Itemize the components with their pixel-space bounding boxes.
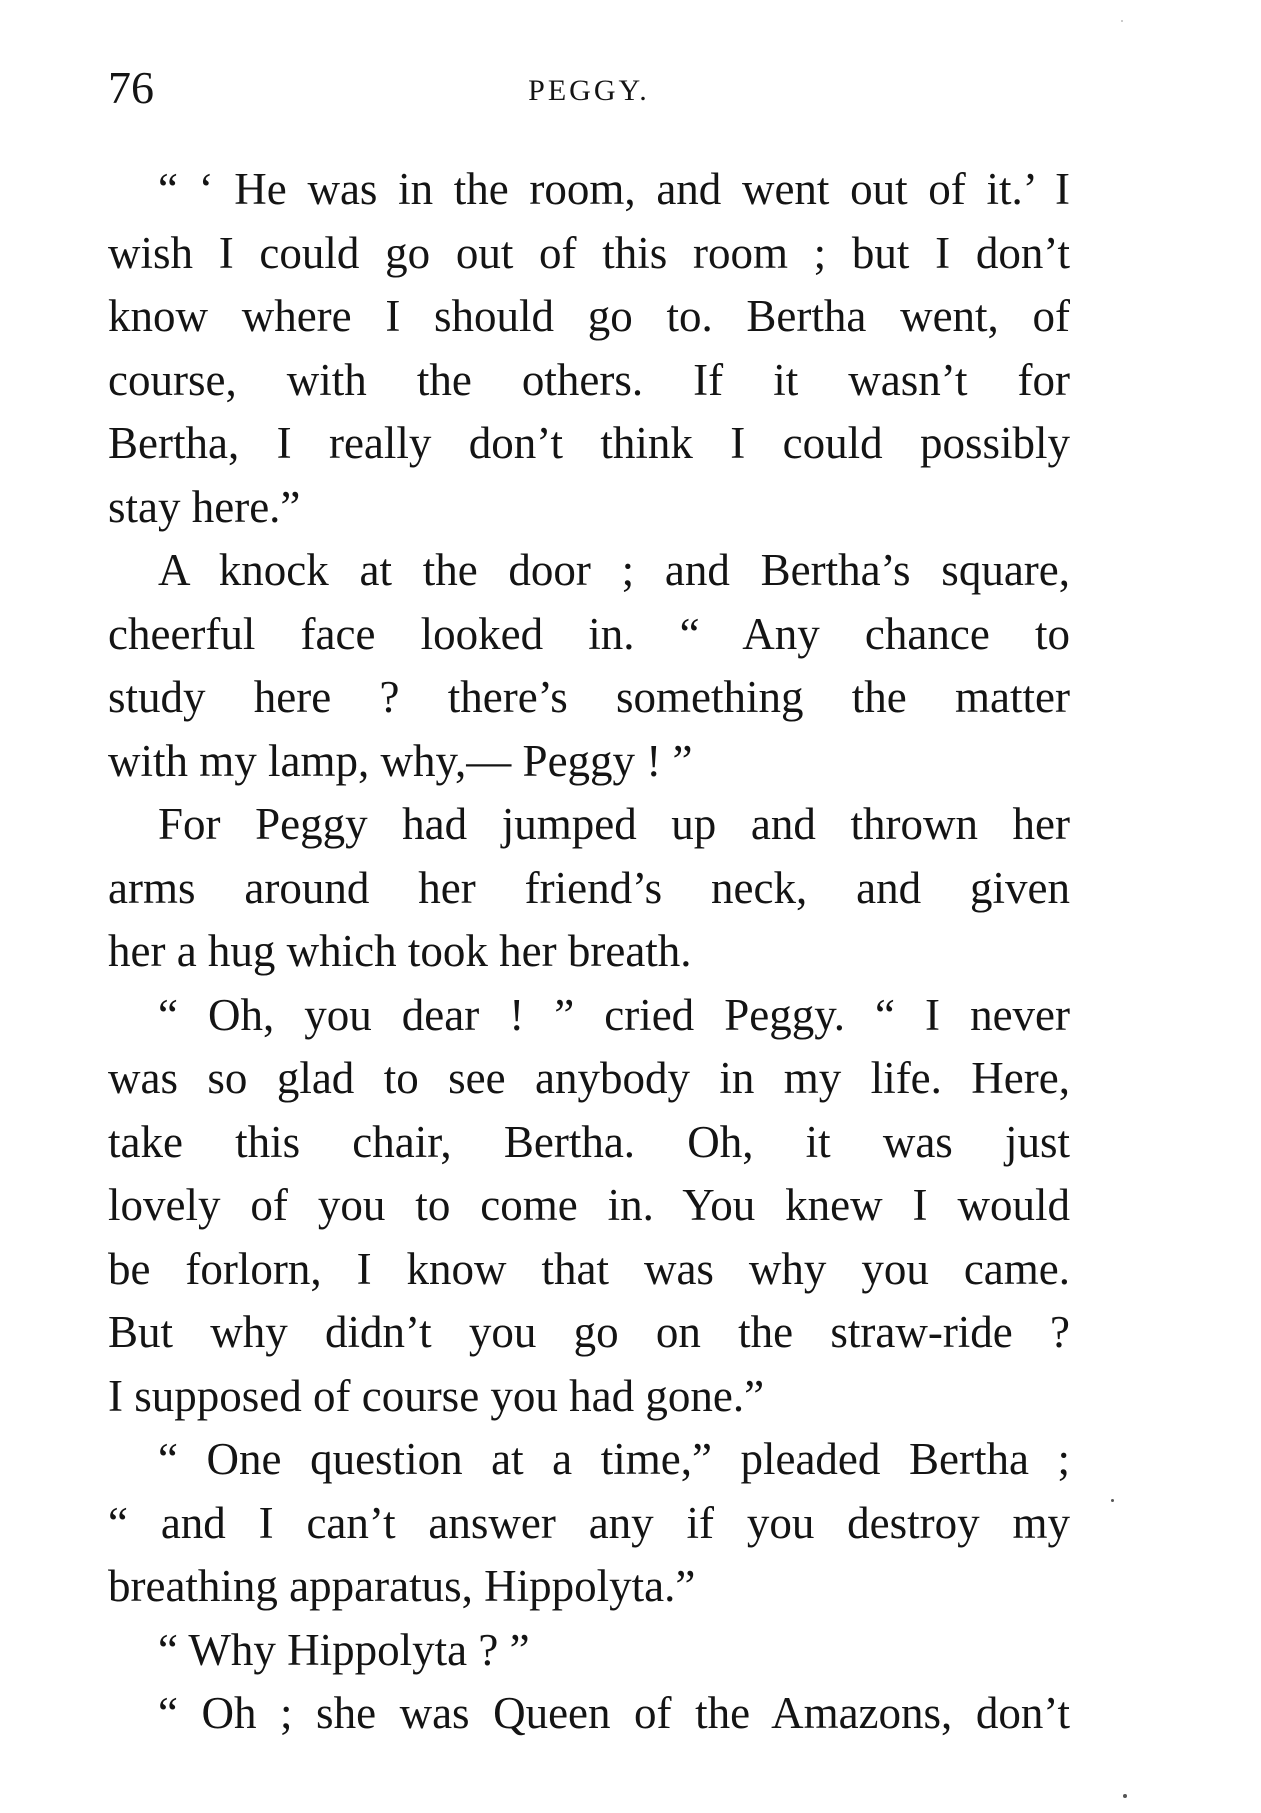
text-line: lovely of you to come in. You knew I would [108, 1180, 1070, 1230]
running-title: PEGGY. [528, 74, 650, 107]
text-line: stay here.” [108, 481, 301, 532]
text-line: “ One question at a time,” pleaded Bertha ; [158, 1434, 1070, 1484]
text-line: be forlorn, I know that was why you came. [108, 1243, 1070, 1294]
text-line: with my lamp, why,— Peggy ! ” [108, 735, 693, 786]
text-line: was so glad to see anybody in my life. Here, [108, 1053, 1070, 1103]
text-line: cheerful face looked in. “ Any chance to [108, 608, 1070, 659]
text-line: For Peggy had jumped up and thrown her [158, 799, 1070, 849]
text-line: “ Oh, you dear ! ” cried Peggy. “ I never [158, 989, 1070, 1040]
text-line: her a hug which took her breath. [108, 926, 692, 976]
paper-speck [1123, 1794, 1127, 1798]
text-line: wish I could go out of this room ; but I don’t [108, 227, 1070, 278]
page-number: 76 [108, 62, 154, 113]
text-line: I supposed of course you had gone.” [108, 1370, 765, 1421]
text-line: know where I should go to. Bertha went, of [108, 291, 1070, 341]
text-line: “ and I can’t answer any if you destroy my [108, 1497, 1070, 1548]
text-line: study here ? there’s something the matter [108, 672, 1070, 722]
text-line: But why didn’t you go on the straw-ride ? [108, 1307, 1070, 1357]
paper-speck [1121, 20, 1123, 22]
text-line: breathing apparatus, Hippolyta.” [108, 1561, 696, 1611]
text-line: Bertha, I really don’t think I could possibly [108, 418, 1070, 468]
text-line: “ ‘ He was in the room, and went out of it.’ I [158, 164, 1070, 214]
text-line: take this chair, Bertha. Oh, it was just [108, 1116, 1070, 1167]
text-line: “ Why Hippolyta ? ” [158, 1624, 530, 1675]
body-text [108, 158, 1070, 1746]
text-line: A knock at the door ; and Bertha’s square, [158, 545, 1070, 595]
paper-speck [1111, 1499, 1114, 1502]
page-header [108, 58, 1070, 118]
text-line: course, with the others. If it wasn’t for [108, 354, 1070, 405]
text-line: “ Oh ; she was Queen of the Amazons, don’t [158, 1688, 1070, 1738]
text-line: arms around her friend’s neck, and given [108, 862, 1070, 913]
